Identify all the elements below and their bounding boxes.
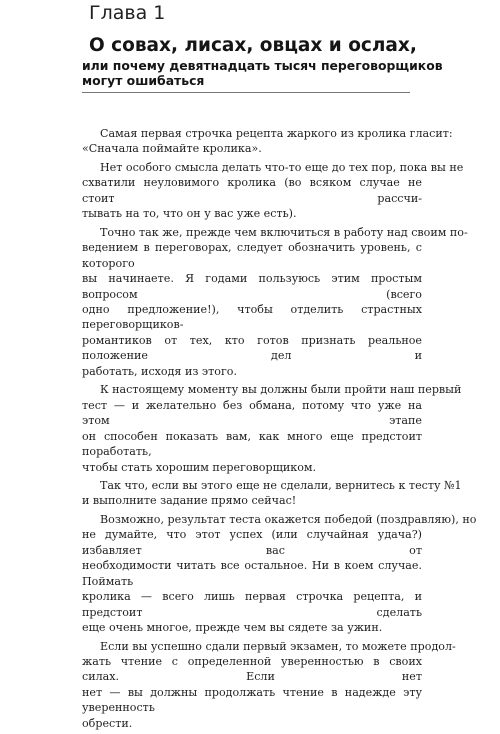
paragraph: [82, 160, 464, 222]
chapter-subtitle-line: могут ошибаться: [82, 73, 205, 88]
title-divider: [82, 92, 410, 93]
text-line: кролика — всего лишь первая строчка рецепта, и предстоит сделать: [82, 590, 422, 619]
text-line: романтиков от тех, кто готов признать реальное положение дел и: [82, 333, 422, 363]
paragraph: [82, 478, 462, 509]
text-line: и выполните задание прямо сейчас!: [82, 494, 297, 508]
text-line: одно предложение!), чтобы отделить страстных переговорщиков-: [82, 302, 422, 332]
text-line: чтобы стать хорошим переговорщиком.: [82, 460, 317, 474]
text-line: Возможно, результат теста окажется победой (поздравляю), но: [100, 512, 477, 526]
text-line: Нет особого смысла делать что-то еще до тех пор, пока вы не: [100, 160, 464, 174]
text-line: тест — и желательно без обмана, потому что уже на этом этапе: [82, 398, 422, 428]
text-line: нет — вы должны продолжать чтение в надежде эту уверенность: [82, 685, 422, 715]
text-line: еще очень многое, прежде чем вы сядете за ужин.: [82, 621, 383, 635]
paragraph: [82, 126, 453, 157]
text-line: жать чтение с определенной уверенностью в своих силах. Если нет: [82, 654, 422, 684]
text-line: схватили неуловимого кролика (во всяком случае не стоит рассчи-: [82, 176, 422, 205]
paragraph: [82, 225, 468, 380]
text-line: необходимости читать все остальное. Ни в коем случае. Поймать: [82, 559, 422, 588]
text-line: он способен показать вам, как много еще предстоит поработать,: [82, 429, 422, 459]
chapter-label: Глава 1: [89, 2, 166, 24]
text-line: не думайте, что этот успех (или случайная удача?) избавляет вас от: [82, 528, 422, 557]
text-line: «Сначала поймайте кролика».: [82, 142, 262, 156]
paragraph: [82, 382, 462, 475]
body-text: [82, 126, 477, 734]
text-line: обрести.: [82, 716, 133, 730]
text-line: тывать на то, что он у вас уже есть).: [82, 207, 297, 221]
text-line: Точно так же, прежде чем включиться в работу над своим по-: [100, 225, 468, 239]
paragraph: [82, 639, 456, 732]
text-line: Если вы успешно сдали первый экзамен, то можете продол-: [100, 639, 456, 653]
chapter-title: О совах, лисах, овцах и ослах,: [89, 35, 417, 56]
text-line: К настоящему моменту вы должны были пройти наш первый: [100, 383, 462, 397]
paragraph: [82, 512, 477, 636]
text-line: вы начинаете. Я годами пользуюсь этим простым вопросом (всего: [82, 272, 422, 301]
text-line: Самая первая строчка рецепта жаркого из кролика гласит:: [100, 127, 453, 140]
text-line: ведением в переговорах, следует обозначить уровень, с которого: [82, 241, 422, 270]
text-line: работать, исходя из этого.: [82, 364, 237, 378]
chapter-subtitle-line: или почему девятнадцать тысяч переговорщиков: [82, 58, 443, 73]
chapter-subtitle: [82, 58, 443, 88]
text-line: Так что, если вы этого еще не сделали, вернитесь к тесту №1: [100, 478, 462, 492]
